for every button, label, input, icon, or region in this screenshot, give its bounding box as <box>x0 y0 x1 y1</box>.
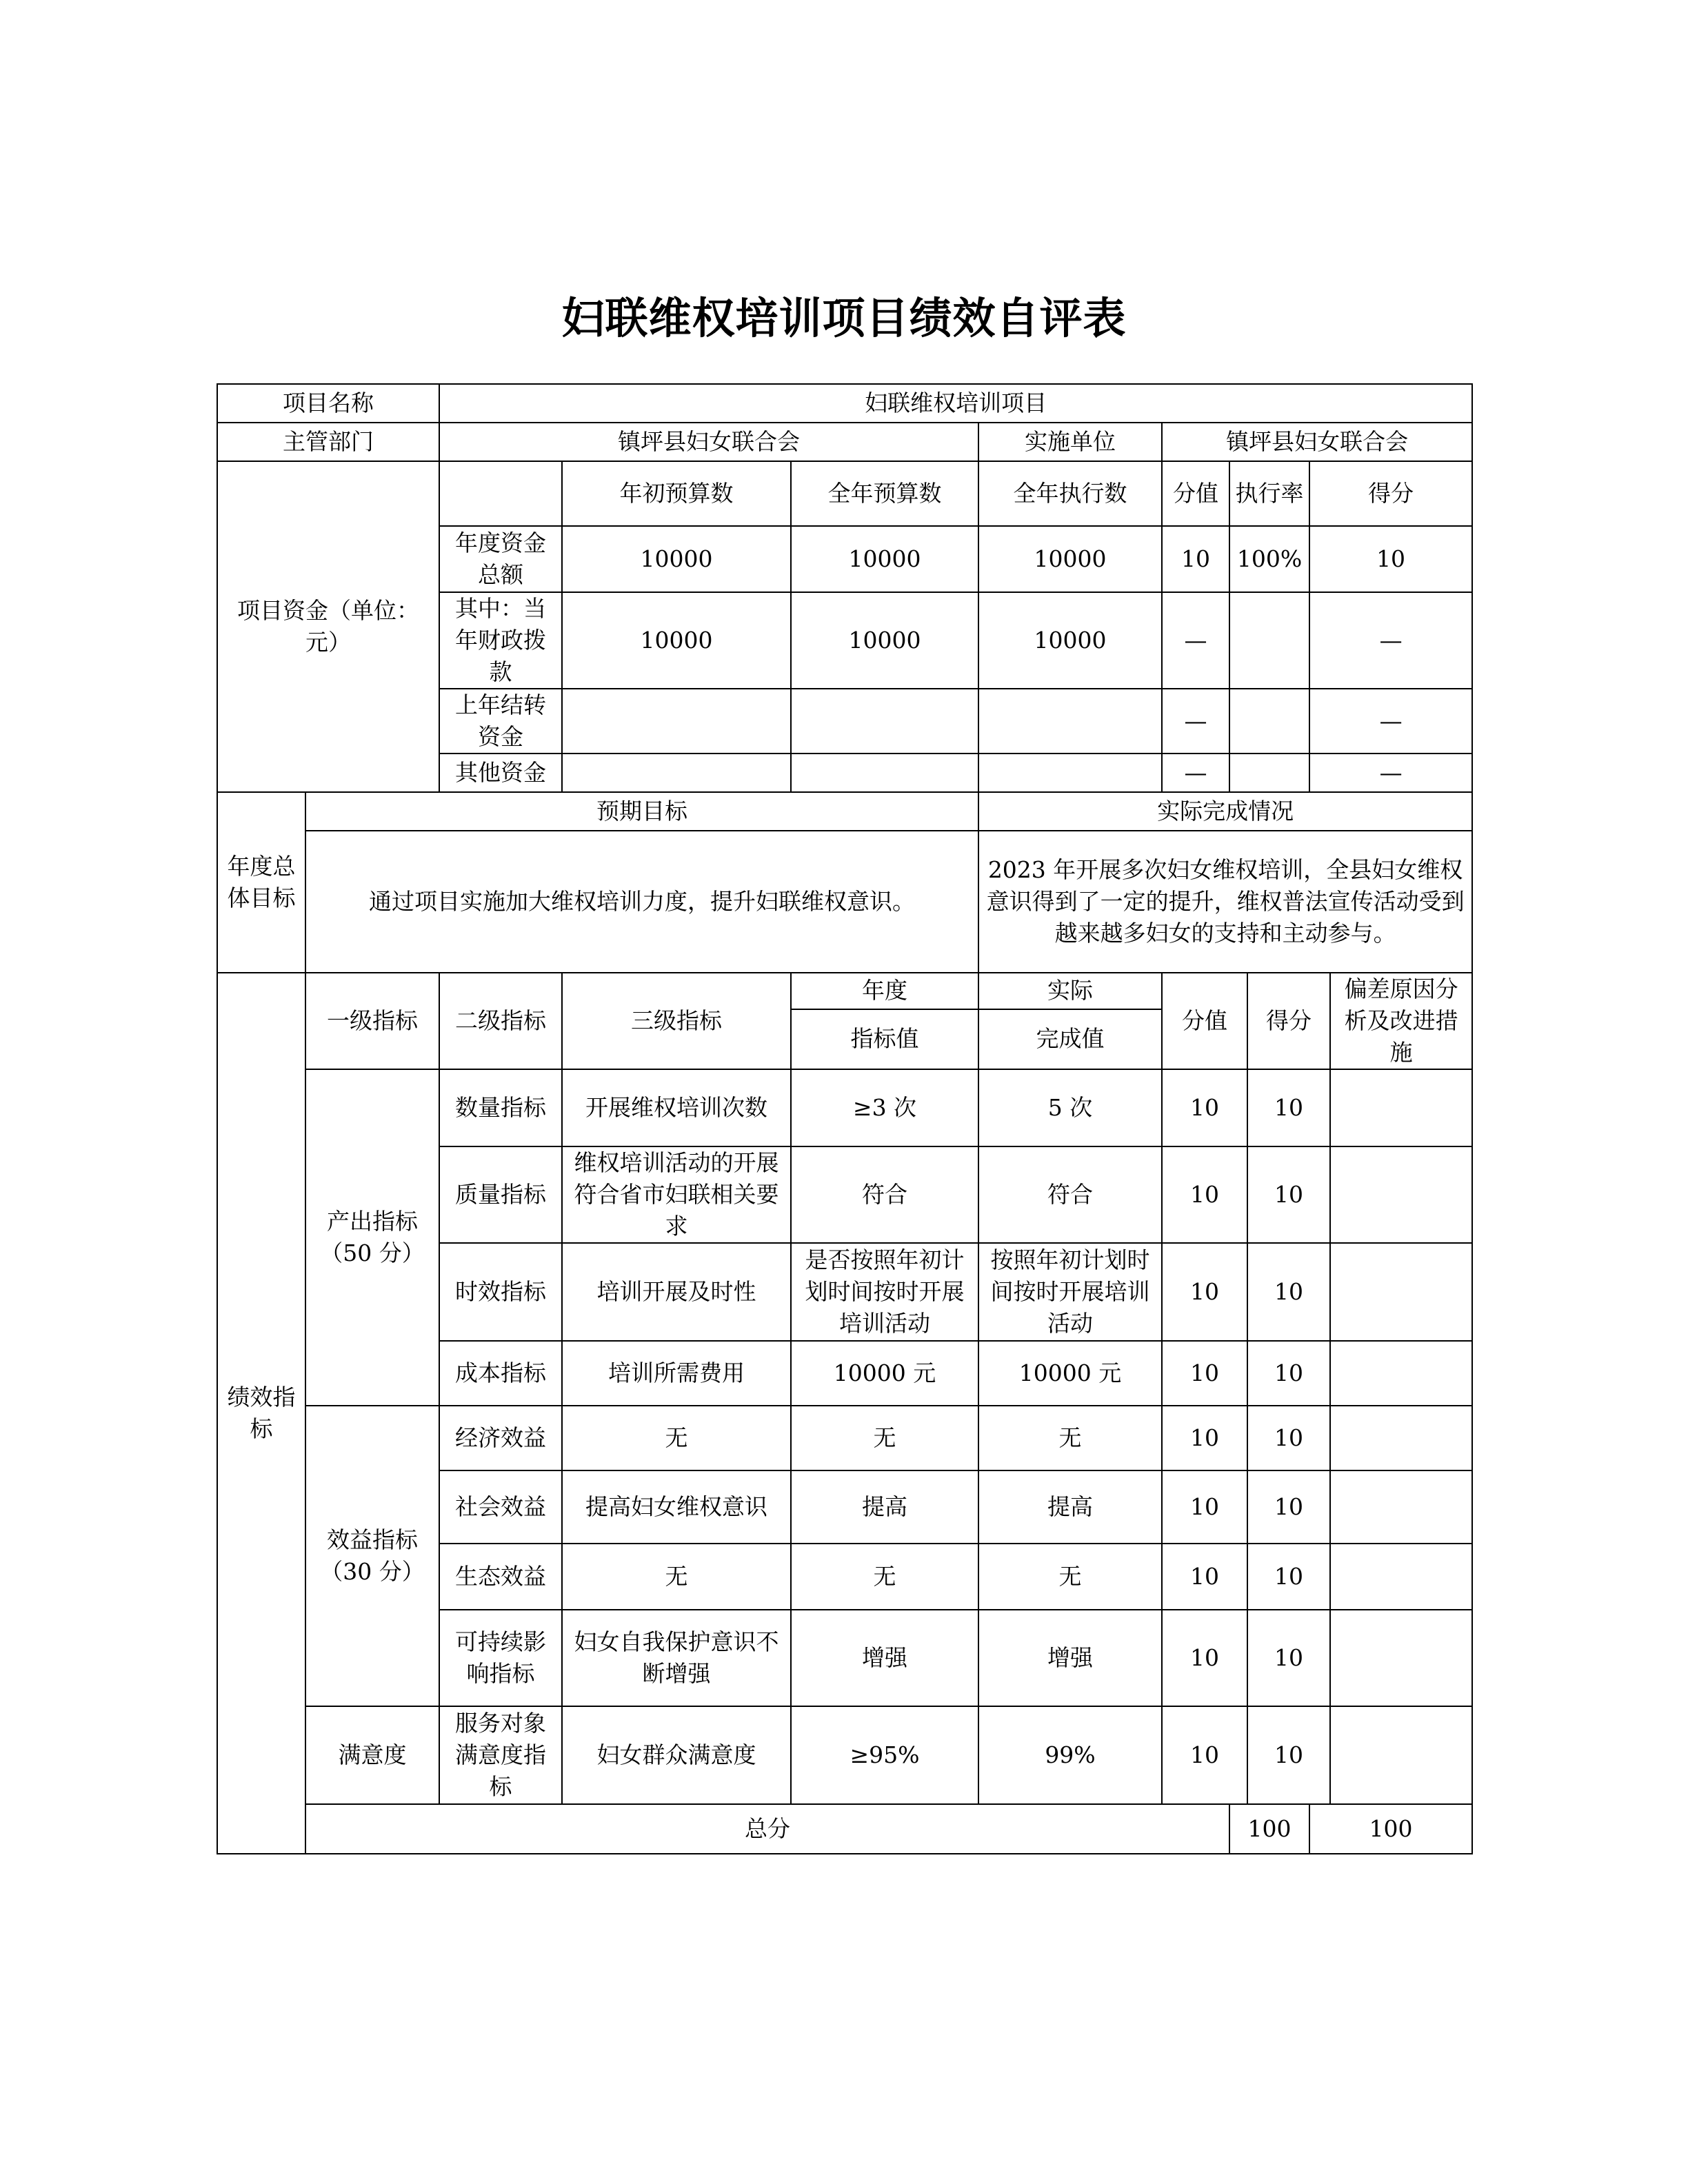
indicator-target: 提高 <box>791 1470 978 1544</box>
funds-col-initial: 年初预算数 <box>562 461 791 526</box>
indicator-target: 是否按照年初计划时间按时开展培训活动 <box>791 1243 978 1341</box>
indicator-level3: 培训所需费用 <box>562 1341 791 1406</box>
indicator-score: 10 <box>1247 1341 1330 1406</box>
funds-col-annual: 全年预算数 <box>791 461 978 526</box>
indicator-level2: 可持续影响指标 <box>439 1610 562 1706</box>
funds-row-executed <box>978 689 1162 754</box>
indicator-score-value: 10 <box>1162 1470 1247 1544</box>
indicator-row <box>217 1706 1472 1804</box>
funds-row-label: 其他资金 <box>439 754 562 792</box>
header-annual-top: 年度 <box>791 973 978 1009</box>
impl-value: 镇坪县妇女联合会 <box>1162 423 1472 461</box>
goals-header-row <box>217 792 1472 831</box>
header-annual-bottom: 指标值 <box>791 1009 978 1069</box>
indicators-header-row <box>217 973 1472 1009</box>
funds-row-executed: 10000 <box>978 526 1162 592</box>
indicator-deviation <box>1330 1610 1472 1706</box>
indicator-deviation <box>1330 1470 1472 1544</box>
indicator-level3: 培训开展及时性 <box>562 1243 791 1341</box>
header-level1: 一级指标 <box>305 973 439 1069</box>
funds-row-annual <box>791 754 978 792</box>
indicator-level2: 经济效益 <box>439 1406 562 1470</box>
indicator-level2: 质量指标 <box>439 1146 562 1243</box>
funds-blank-header <box>439 461 562 526</box>
funds-header-row <box>217 461 1472 526</box>
indicator-score: 10 <box>1247 1069 1330 1146</box>
project-name-row <box>217 384 1472 423</box>
funds-row-label: 上年结转资金 <box>439 689 562 754</box>
funds-row-score-value: — <box>1162 592 1229 689</box>
indicator-level2: 时效指标 <box>439 1243 562 1341</box>
indicator-score: 10 <box>1247 1544 1330 1610</box>
header-level3: 三级指标 <box>562 973 791 1069</box>
indicator-score-value: 10 <box>1162 1341 1247 1406</box>
indicator-actual: 10000 元 <box>978 1341 1162 1406</box>
total-score-value: 100 <box>1229 1804 1309 1854</box>
indicator-score: 10 <box>1247 1243 1330 1341</box>
indicator-target: ≥95% <box>791 1706 978 1804</box>
goals-actual-label: 实际完成情况 <box>978 792 1472 831</box>
funds-row-annual: 10000 <box>791 526 978 592</box>
indicator-actual: 符合 <box>978 1146 1162 1243</box>
funds-row-executed: 10000 <box>978 592 1162 689</box>
group-satisfaction: 满意度 <box>305 1706 439 1804</box>
funds-row-initial: 10000 <box>562 592 791 689</box>
total-score: 100 <box>1309 1804 1472 1854</box>
goals-content-row <box>217 831 1472 973</box>
indicator-level2: 服务对象满意度指标 <box>439 1706 562 1804</box>
goals-label: 年度总体目标 <box>217 792 305 973</box>
indicator-level3: 妇女自我保护意识不断增强 <box>562 1610 791 1706</box>
funds-row-score: — <box>1309 592 1472 689</box>
indicator-score-value: 10 <box>1162 1146 1247 1243</box>
indicator-score-value: 10 <box>1162 1610 1247 1706</box>
indicator-row <box>217 1406 1472 1470</box>
indicator-actual: 按照年初计划时间按时开展培训活动 <box>978 1243 1162 1341</box>
indicator-level3: 开展维权培训次数 <box>562 1069 791 1146</box>
project-name-value: 妇联维权培训项目 <box>439 384 1472 423</box>
impl-label: 实施单位 <box>978 423 1162 461</box>
header-score-value: 分值 <box>1162 973 1247 1069</box>
funds-row-executed <box>978 754 1162 792</box>
indicator-score-value: 10 <box>1162 1706 1247 1804</box>
group-output: 产出指标（50 分） <box>305 1069 439 1406</box>
indicator-level3: 无 <box>562 1544 791 1610</box>
funds-row-label: 年度资金总额 <box>439 526 562 592</box>
indicator-actual: 5 次 <box>978 1069 1162 1146</box>
funds-col-score-value: 分值 <box>1162 461 1229 526</box>
indicator-deviation <box>1330 1069 1472 1146</box>
indicator-score: 10 <box>1247 1706 1330 1804</box>
funds-col-rate: 执行率 <box>1229 461 1309 526</box>
funds-row-score: — <box>1309 754 1472 792</box>
total-row <box>217 1804 1472 1854</box>
funds-row-rate: 100% <box>1229 526 1309 592</box>
indicator-score-value: 10 <box>1162 1406 1247 1470</box>
funds-label: 项目资金（单位：元） <box>217 461 439 792</box>
goals-expected-label: 预期目标 <box>305 792 978 831</box>
indicator-level2: 社会效益 <box>439 1470 562 1544</box>
indicator-target: 无 <box>791 1544 978 1610</box>
funds-col-executed: 全年执行数 <box>978 461 1162 526</box>
funds-row-initial <box>562 754 791 792</box>
indicator-deviation <box>1330 1146 1472 1243</box>
indicator-deviation <box>1330 1341 1472 1406</box>
goals-actual-text: 2023 年开展多次妇女维权培训，全县妇女维权意识得到了一定的提升，维权普法宣传活动受到越来越多妇女的支持和主动参与。 <box>978 831 1472 973</box>
indicator-level3: 维权培训活动的开展符合省市妇联相关要求 <box>562 1146 791 1243</box>
indicator-level3: 无 <box>562 1406 791 1470</box>
indicator-deviation <box>1330 1406 1472 1470</box>
indicator-level2: 成本指标 <box>439 1341 562 1406</box>
header-actual-top: 实际 <box>978 973 1162 1009</box>
indicator-level3: 妇女群众满意度 <box>562 1706 791 1804</box>
indicator-score-value: 10 <box>1162 1243 1247 1341</box>
indicator-actual: 无 <box>978 1406 1162 1470</box>
funds-row-annual: 10000 <box>791 592 978 689</box>
evaluation-table <box>217 383 1473 1854</box>
indicator-target: ≥3 次 <box>791 1069 978 1146</box>
funds-row-rate <box>1229 592 1309 689</box>
funds-row-initial <box>562 689 791 754</box>
indicator-level3: 提高妇女维权意识 <box>562 1470 791 1544</box>
funds-row-score-value: 10 <box>1162 526 1229 592</box>
dept-label: 主管部门 <box>217 423 439 461</box>
indicator-target: 符合 <box>791 1146 978 1243</box>
funds-row-rate <box>1229 754 1309 792</box>
indicator-deviation <box>1330 1243 1472 1341</box>
dept-row <box>217 423 1472 461</box>
indicator-score: 10 <box>1247 1406 1330 1470</box>
page-title: 妇联维权培训项目绩效自评表 <box>561 293 1127 343</box>
funds-row-initial: 10000 <box>562 526 791 592</box>
indicator-target: 增强 <box>791 1610 978 1706</box>
indicator-score: 10 <box>1247 1470 1330 1544</box>
indicators-label: 绩效指标 <box>217 973 305 1854</box>
indicator-score-value: 10 <box>1162 1544 1247 1610</box>
indicator-deviation <box>1330 1544 1472 1610</box>
indicator-actual: 无 <box>978 1544 1162 1610</box>
funds-row-label: 其中：当年财政拨款 <box>439 592 562 689</box>
funds-row-score-value: — <box>1162 689 1229 754</box>
header-deviation: 偏差原因分析及改进措施 <box>1330 973 1472 1069</box>
indicator-target: 10000 元 <box>791 1341 978 1406</box>
indicator-row <box>217 1069 1472 1146</box>
dept-value: 镇坪县妇女联合会 <box>439 423 978 461</box>
indicator-actual: 提高 <box>978 1470 1162 1544</box>
project-name-label: 项目名称 <box>217 384 439 423</box>
header-actual-bottom: 完成值 <box>978 1009 1162 1069</box>
funds-row-rate <box>1229 689 1309 754</box>
funds-row-annual <box>791 689 978 754</box>
indicator-score-value: 10 <box>1162 1069 1247 1146</box>
indicator-actual: 99% <box>978 1706 1162 1804</box>
indicator-score: 10 <box>1247 1610 1330 1706</box>
indicator-deviation <box>1330 1706 1472 1804</box>
goals-expected-text: 通过项目实施加大维权培训力度，提升妇联维权意识。 <box>305 831 978 973</box>
group-benefit: 效益指标（30 分） <box>305 1406 439 1706</box>
total-label: 总分 <box>305 1804 1229 1854</box>
indicator-level2: 数量指标 <box>439 1069 562 1146</box>
funds-row-score: — <box>1309 689 1472 754</box>
indicator-score: 10 <box>1247 1146 1330 1243</box>
indicator-level2: 生态效益 <box>439 1544 562 1610</box>
funds-row-score: 10 <box>1309 526 1472 592</box>
header-score: 得分 <box>1247 973 1330 1069</box>
indicator-target: 无 <box>791 1406 978 1470</box>
indicator-actual: 增强 <box>978 1610 1162 1706</box>
funds-row-score-value: — <box>1162 754 1229 792</box>
header-level2: 二级指标 <box>439 973 562 1069</box>
funds-col-score: 得分 <box>1309 461 1472 526</box>
